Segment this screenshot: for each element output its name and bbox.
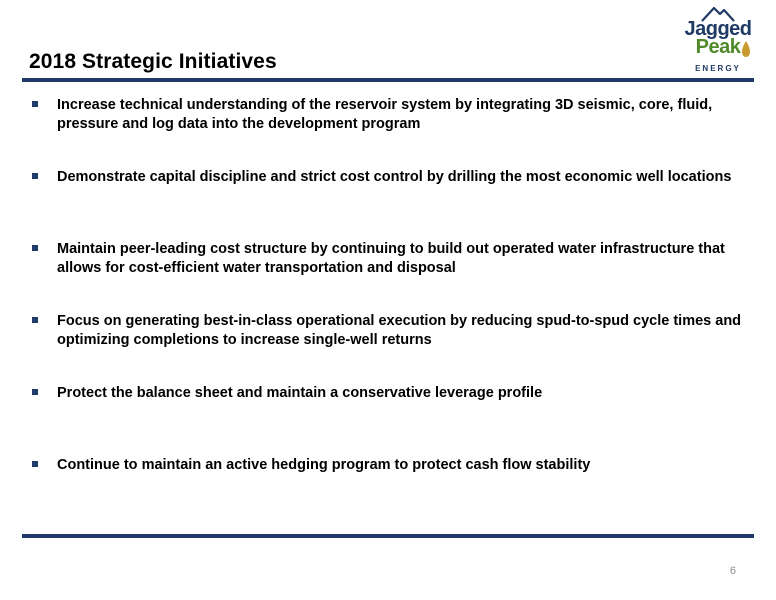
- list-item-text: Protect the balance sheet and maintain a conservative leverage profile: [57, 385, 543, 401]
- list-item: [30, 96, 754, 168]
- bullet-icon: [32, 173, 38, 179]
- bullet-icon: [32, 245, 38, 251]
- logo-word-2: Peak: [695, 36, 741, 58]
- slide-title: 2018 Strategic Initiatives: [29, 50, 277, 73]
- bullet-icon: [32, 101, 38, 107]
- list-item-text: Demonstrate capital discipline and strict cost control by drilling the most economic well locations: [57, 169, 732, 185]
- page-number: 6: [729, 565, 736, 577]
- bullet-icon: [32, 317, 38, 323]
- list-item: [30, 384, 754, 456]
- list-item-text: Increase technical understanding of the reservoir system by integrating 3D seismic, core, fluid, pressure and log data into the development program: [57, 97, 713, 132]
- bullet-icon: [32, 461, 38, 467]
- list-item: [30, 168, 754, 240]
- list-item-text: Continue to maintain an active hedging program to protect cash flow stability: [57, 457, 591, 473]
- list-item: [30, 312, 754, 384]
- company-logo: [680, 4, 756, 76]
- list-item-text: Focus on generating best-in-class operational execution by reducing spud-to-spud cycle times and optimizing completions to increase single-well returns: [57, 313, 742, 348]
- list-item-text: Maintain peer-leading cost structure by continuing to build out operated water infrastructure that allows for cost-efficient water transportation and disposal: [57, 241, 725, 276]
- logo-word-1: Jagged: [684, 18, 752, 40]
- bullet-icon: [32, 389, 38, 395]
- initiatives-list: [30, 96, 754, 528]
- footer-divider: [22, 534, 754, 538]
- list-item: [30, 240, 754, 312]
- logo-word-3: ENERGY: [695, 64, 741, 73]
- header-divider: [22, 78, 754, 82]
- list-item: [30, 456, 754, 528]
